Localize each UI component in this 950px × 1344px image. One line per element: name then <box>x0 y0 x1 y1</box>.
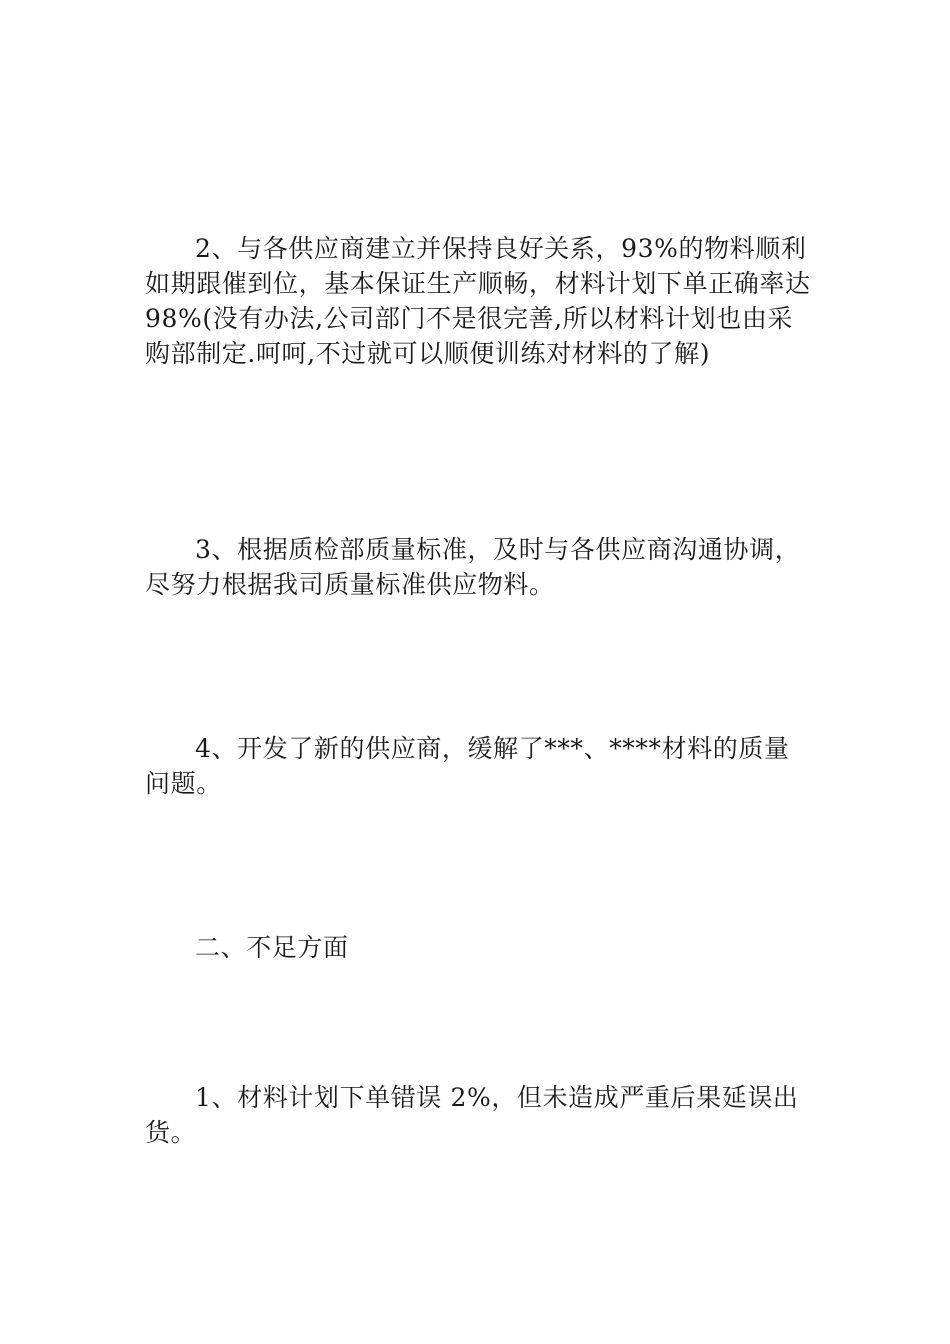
paragraph-quality-standards: 3、根据质检部质量标准，及时与各供应商沟通协调，尽努力根据我司质量标准供应物料。 <box>145 535 801 599</box>
paragraph-supplier-relations: 2、与各供应商建立并保持良好关系，93%的物料顺利如期跟催到位，基本保证生产顺畅，材料计划下单正确率达 98%(没有办法,公司部门不是很完善,所以材料计划也由采购部制定.呵呵,不过就可以顺便训练对材料的了解) <box>145 234 811 368</box>
paragraph-new-suppliers: 4、开发了新的供应商，缓解了***、****材料的质量问题。 <box>145 734 790 798</box>
section-heading-shortcomings: 二、不足方面 <box>195 933 349 962</box>
paragraph-order-errors: 1、材料计划下单错误 2%，但未造成严重后果延误出货。 <box>145 1083 799 1147</box>
